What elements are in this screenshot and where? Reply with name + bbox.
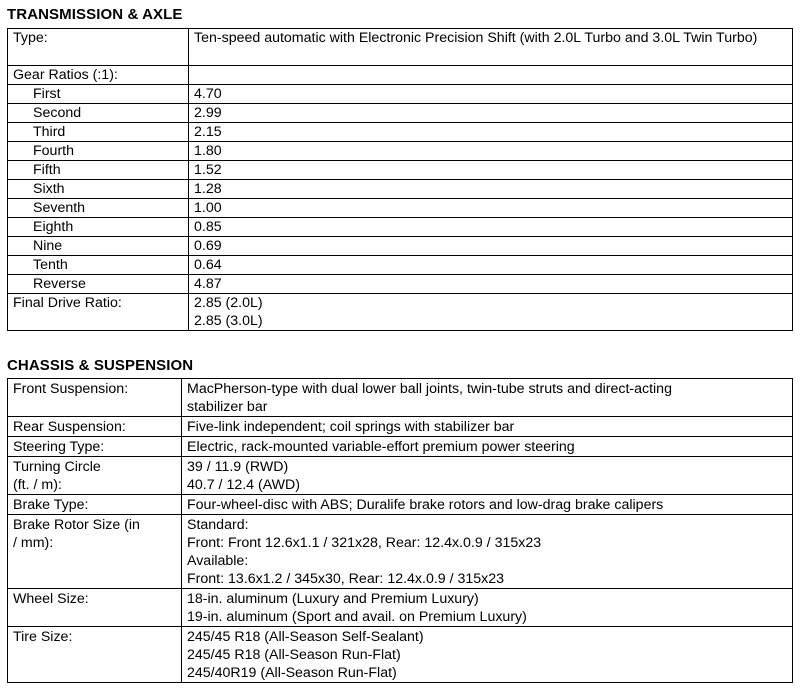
table-row [8, 437, 793, 457]
spec-value: Four-wheel-disc with ABS; Duralife brake rotors and low-drag brake calipers [182, 495, 793, 515]
gear-row [8, 85, 793, 104]
table-row [8, 627, 793, 683]
spec-label: Brake Rotor Size (in / mm): [8, 515, 182, 589]
spec-label: Front Suspension: [8, 379, 182, 417]
gear-row [8, 142, 793, 161]
gear-ratio: 1.80 [189, 142, 793, 161]
gear-row [8, 180, 793, 199]
spec-value: 245/45 R18 (All-Season Self-Sealant) 245/45 R18 (All-Season Run-Flat) 245/40R19 (All-Season Run-Flat) [182, 627, 793, 683]
spec-value: 18-in. aluminum (Luxury and Premium Luxury) 19-in. aluminum (Sport and avail. on Premium Luxury) [182, 589, 793, 627]
gear-ratio: 1.28 [189, 180, 793, 199]
gear-row [8, 218, 793, 237]
table-row [8, 294, 793, 331]
gear-ratio: 2.99 [189, 104, 793, 123]
gear-name: Third [8, 123, 189, 142]
gear-row [8, 123, 793, 142]
gear-ratio: 4.87 [189, 275, 793, 294]
table-row [8, 515, 793, 589]
table-row [8, 495, 793, 515]
gear-name: Second [8, 104, 189, 123]
spec-value: Five-link independent; coil springs with stabilizer bar [182, 417, 793, 437]
table-row [8, 589, 793, 627]
final-drive-label: Final Drive Ratio: [8, 294, 189, 331]
gear-name: Eighth [8, 218, 189, 237]
gear-name: Seventh [8, 199, 189, 218]
final-drive-value: 2.85 (2.0L) 2.85 (3.0L) [189, 294, 793, 331]
spec-value: Standard: Front: Front 12.6x1.1 / 321x28, Rear: 12.4x.0.9 / 315x23 Available: Front: 13.6x1.2 / 345x30, Rear: 12.4x.0.9 / 315x23 [182, 515, 793, 589]
gear-ratio: 0.69 [189, 237, 793, 256]
gear-name: Nine [8, 237, 189, 256]
transmission-table [7, 28, 793, 331]
gear-name: Reverse [8, 275, 189, 294]
gear-row [8, 237, 793, 256]
gear-row [8, 199, 793, 218]
spec-value: 39 / 11.9 (RWD) 40.7 / 12.4 (AWD) [182, 457, 793, 495]
gear-ratio: 2.15 [189, 123, 793, 142]
spec-label: Turning Circle (ft. / m): [8, 457, 182, 495]
gear-row [8, 275, 793, 294]
gear-ratios-label: Gear Ratios (:1): [8, 66, 189, 85]
spec-label: Tire Size: [8, 627, 182, 683]
table-row [8, 379, 793, 417]
gear-name: First [8, 85, 189, 104]
spec-label: Steering Type: [8, 437, 182, 457]
spec-label: Brake Type: [8, 495, 182, 515]
gear-ratio: 1.00 [189, 199, 793, 218]
spec-label: Wheel Size: [8, 589, 182, 627]
spec-value: MacPherson-type with dual lower ball joints, twin-tube struts and direct-acting stabilizer bar [182, 379, 793, 417]
chassis-table [7, 378, 793, 683]
spec-value: Electric, rack-mounted variable-effort premium power steering [182, 437, 793, 457]
gear-row [8, 161, 793, 180]
type-label: Type: [8, 29, 189, 66]
table-row [8, 29, 793, 66]
chassis-section-title: CHASSIS & SUSPENSION [7, 357, 194, 374]
spec-label: Rear Suspension: [8, 417, 182, 437]
table-row [8, 457, 793, 495]
gear-ratio: 1.52 [189, 161, 793, 180]
gear-ratios-value [189, 66, 793, 85]
gear-name: Fifth [8, 161, 189, 180]
gear-name: Sixth [8, 180, 189, 199]
type-value: Ten-speed automatic with Electronic Precision Shift (with 2.0L Turbo and 3.0L Twin Turbo) [189, 29, 793, 66]
transmission-section-title: TRANSMISSION & AXLE [7, 6, 183, 23]
gear-row [8, 256, 793, 275]
table-row [8, 417, 793, 437]
gear-name: Tenth [8, 256, 189, 275]
gear-name: Fourth [8, 142, 189, 161]
gear-ratio: 4.70 [189, 85, 793, 104]
table-row [8, 66, 793, 85]
gear-ratio: 0.85 [189, 218, 793, 237]
gear-row [8, 104, 793, 123]
gear-ratio: 0.64 [189, 256, 793, 275]
